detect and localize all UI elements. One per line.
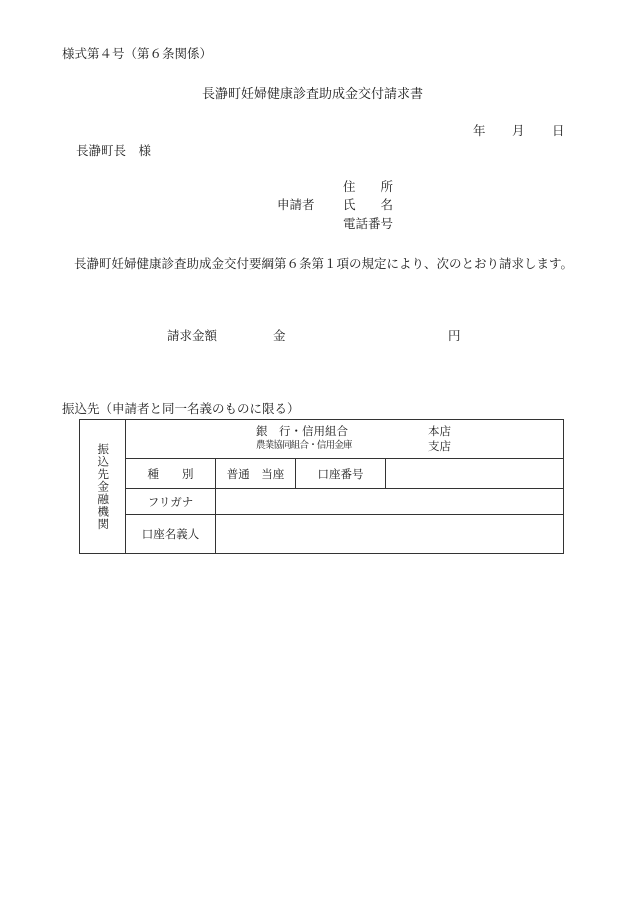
- account-holder-label: 口座名義人: [126, 515, 216, 554]
- account-holder-field[interactable]: [216, 515, 564, 554]
- applicant-address-label: 住 所: [343, 179, 394, 194]
- bank-type-line2: 農業協同組合・信用金庫: [256, 440, 352, 451]
- form-number: 様式第４号（第６条関係）: [62, 46, 213, 61]
- account-type-options[interactable]: 普通 当座: [216, 459, 296, 489]
- account-number-label: 口座番号: [296, 459, 386, 489]
- amount-unit: 円: [448, 328, 461, 343]
- date-year: 年: [473, 123, 486, 138]
- addressee: 長瀞町長 様: [76, 143, 152, 158]
- furigana-label: フリガナ: [126, 489, 216, 515]
- transfer-heading: 振込先（申請者と同一名義のものに限る）: [62, 401, 300, 416]
- bank-side-label-cell: [80, 420, 126, 554]
- branch-main-label: 本店: [428, 424, 451, 438]
- bank-type-line1: 銀 行・信用組合: [256, 424, 348, 438]
- applicant-phone-label: 電話番号: [343, 216, 394, 231]
- branch-sub-label: 支店: [428, 439, 451, 453]
- furigana-field[interactable]: [216, 489, 564, 515]
- bank-name-cell[interactable]: [126, 420, 564, 459]
- bank-account-table: [79, 419, 564, 554]
- request-paragraph: 長瀞町妊婦健康診査助成金交付要綱第６条第１項の規定により、次のとおり請求します。: [74, 256, 574, 271]
- amount-prefix: 金: [273, 328, 286, 343]
- date-day: 日: [552, 123, 565, 138]
- date-month: 月: [512, 123, 525, 138]
- account-type-label: 種 別: [126, 459, 216, 489]
- applicant-name-label: 氏 名: [343, 197, 394, 212]
- page-title: 長瀞町妊婦健康診査助成金交付請求書: [202, 87, 424, 102]
- bank-side-label: 振込先金融機関: [96, 442, 111, 531]
- amount-label: 請求金額: [167, 328, 218, 343]
- account-number-field[interactable]: [386, 459, 564, 489]
- applicant-label: 申請者: [277, 197, 315, 212]
